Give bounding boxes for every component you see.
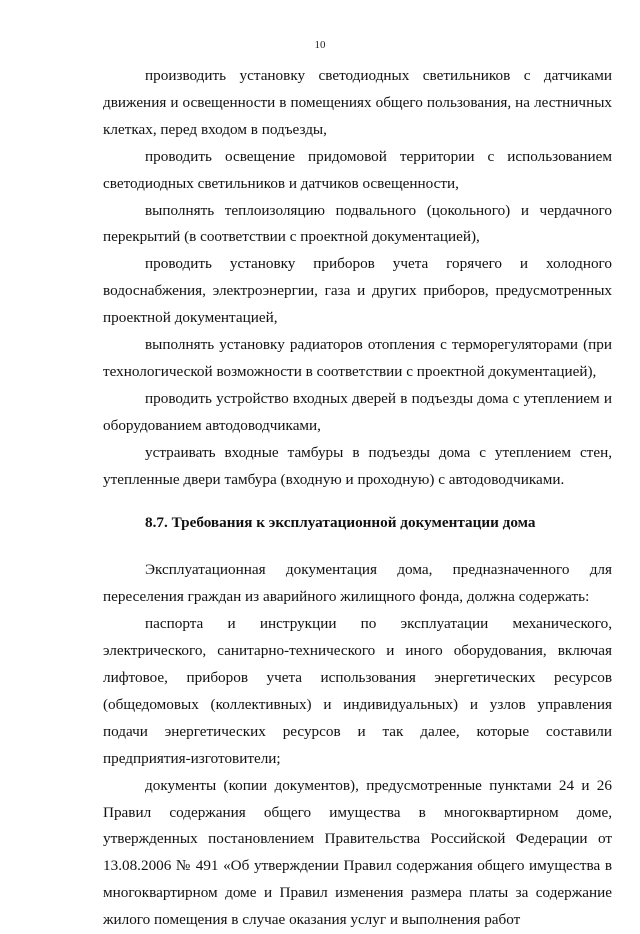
list-item: проводить установку приборов учета горячего и холодного водоснабжения, электроэнергии, газа и других приборов, предусмотренных проектной документацией, xyxy=(103,255,612,327)
page-number: 10 xyxy=(314,39,326,51)
list-item: проводить освещение придомовой территории с использованием светодиодных светильников и датчиков освещенности, xyxy=(103,147,612,192)
section-paragraph: документы (копии документов), предусмотренные пунктами 24 и 26 Правил содержания общего имущества в многоквартирном доме, утвержденных постановлением Правительства Российской Федерации от 13.08.2006 № 491 «Об утверждении Правил содержания общего имущества в многоквартирном доме и Правил изменения размера платы за содержание жилого помещения в случае оказания услуг и выполнения работ xyxy=(103,776,612,929)
list-item: устраивать входные тамбуры в подъезды дома с утеплением стен, утепленные двери тамбура (входную и проходную) с автодоводчиками. xyxy=(103,443,612,488)
section-heading: 8.7. Требования к эксплуатационной документации дома xyxy=(145,513,536,531)
section-paragraph: паспорта и инструкции по эксплуатации механического, электрического, санитарно-технического и иного оборудования, включая лифтовое, приборов учета использования энергетических ресурсов (общедомовых (коллективных) и индивидуальных) и узлов управления подачи энергетических ресурсов и так далее, которые составили предприятия-изготовители; xyxy=(103,615,612,767)
list-item: выполнять теплоизоляцию подвального (цокольного) и чердачного перекрытий (в соответствии с проектной документацией), xyxy=(103,201,612,246)
list-item: производить установку светодиодных светильников с датчиками движения и освещенности в помещениях общего пользования, на лестничных клетках, перед входом в подъезды, xyxy=(103,67,612,138)
section-intro-paragraph: Эксплуатационная документация дома, предназначенного для переселения граждан из аварийного жилищного фонда, должна содержать: xyxy=(103,561,612,606)
list-item: проводить устройство входных дверей в подъезды дома с утеплением и оборудованием автодоводчиками, xyxy=(103,389,612,434)
document-body xyxy=(103,63,612,934)
list-item: выполнять установку радиаторов отопления с терморегуляторами (при технологической возможности в соответствии с проектной документацией), xyxy=(103,336,612,380)
